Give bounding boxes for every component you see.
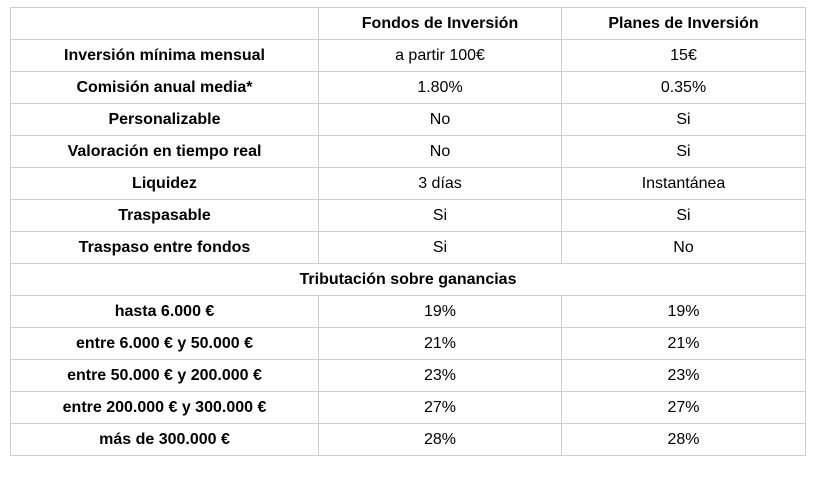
cell-fondos: 1.80%: [319, 72, 562, 104]
cell-fondos: 19%: [319, 296, 562, 328]
table-row: [11, 200, 806, 232]
row-label: más de 300.000 €: [11, 424, 319, 456]
row-label: hasta 6.000 €: [11, 296, 319, 328]
cell-planes: 15€: [562, 40, 806, 72]
row-label: Valoración en tiempo real: [11, 136, 319, 168]
cell-fondos: 28%: [319, 424, 562, 456]
cell-planes: 23%: [562, 360, 806, 392]
cell-fondos: 21%: [319, 328, 562, 360]
cell-planes: Instantánea: [562, 168, 806, 200]
cell-fondos: No: [319, 104, 562, 136]
row-label: Traspasable: [11, 200, 319, 232]
cell-fondos: a partir 100€: [319, 40, 562, 72]
cell-planes: 0.35%: [562, 72, 806, 104]
table-row: [11, 72, 806, 104]
table-row: [11, 424, 806, 456]
row-label: entre 6.000 € y 50.000 €: [11, 328, 319, 360]
header-cell-empty: [11, 8, 319, 40]
table-row: [11, 104, 806, 136]
cell-planes: 27%: [562, 392, 806, 424]
cell-fondos: Si: [319, 200, 562, 232]
table-row: [11, 40, 806, 72]
row-label: entre 50.000 € y 200.000 €: [11, 360, 319, 392]
table-row: [11, 392, 806, 424]
row-label: Inversión mínima mensual: [11, 40, 319, 72]
cell-planes: Si: [562, 136, 806, 168]
header-row: [11, 8, 806, 40]
section-title: Tributación sobre ganancias: [11, 264, 806, 296]
cell-fondos: No: [319, 136, 562, 168]
header-planes: Planes de Inversión: [562, 8, 806, 40]
row-label: entre 200.000 € y 300.000 €: [11, 392, 319, 424]
row-label: Comisión anual media*: [11, 72, 319, 104]
cell-fondos: 3 días: [319, 168, 562, 200]
cell-planes: 28%: [562, 424, 806, 456]
row-label: Traspaso entre fondos: [11, 232, 319, 264]
table-row: [11, 136, 806, 168]
table-row: [11, 232, 806, 264]
row-label: Personalizable: [11, 104, 319, 136]
row-label: Liquidez: [11, 168, 319, 200]
cell-planes: 21%: [562, 328, 806, 360]
cell-fondos: 27%: [319, 392, 562, 424]
table-row: [11, 360, 806, 392]
comparison-table: [10, 7, 806, 456]
cell-fondos: 23%: [319, 360, 562, 392]
table-row: [11, 296, 806, 328]
header-fondos: Fondos de Inversión: [319, 8, 562, 40]
table-row: [11, 168, 806, 200]
cell-planes: Si: [562, 200, 806, 232]
cell-fondos: Si: [319, 232, 562, 264]
section-row: [11, 264, 806, 296]
cell-planes: 19%: [562, 296, 806, 328]
cell-planes: No: [562, 232, 806, 264]
table-row: [11, 328, 806, 360]
cell-planes: Si: [562, 104, 806, 136]
